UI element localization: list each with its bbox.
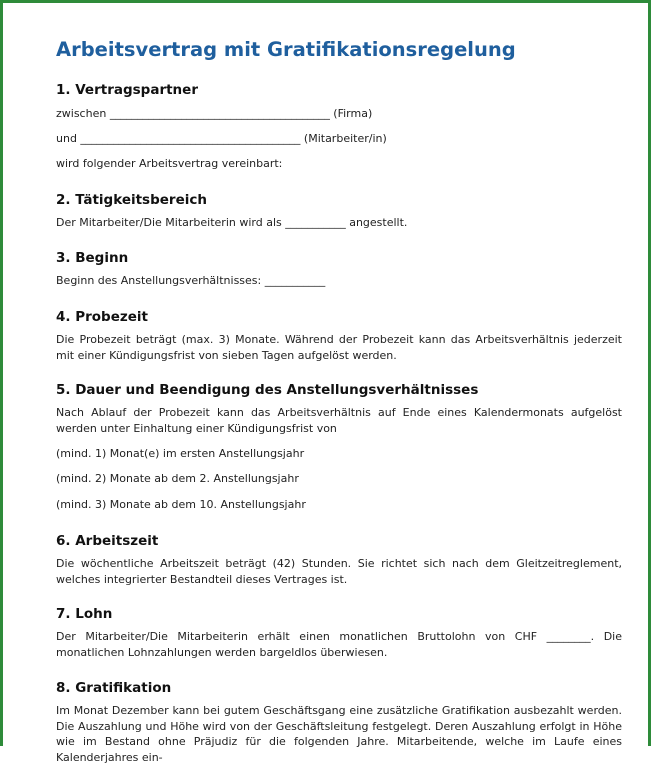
section-vertragspartner	[56, 81, 622, 99]
section-beginn	[56, 249, 622, 267]
party-employee-line: und ________________________________________ (Mitarbeiter/in)	[56, 132, 387, 145]
party-firma-line: zwischen ________________________________________ (Firma)	[56, 107, 373, 120]
section-heading: 7. Lohn	[56, 606, 113, 622]
section-text: Der Mitarbeiter/Die Mitarbeiterin wird als ___________ angestellt.	[56, 216, 408, 229]
notice-item: (mind. 2) Monate ab dem 2. Anstellungsjahr	[56, 472, 299, 485]
section-gratifikation	[56, 679, 622, 697]
section-probezeit	[56, 308, 622, 326]
section-heading: 6. Arbeitszeit	[56, 533, 159, 549]
notice-item: (mind. 1) Monat(e) im ersten Anstellungsjahr	[56, 447, 305, 460]
section-dauer	[56, 381, 622, 399]
section-text: Die wöchentliche Arbeitszeit beträgt (42) Stunden. Sie richtet sich nach dem Gleitzeitreglement, welches integrierter Bestandteil dieses Vertrages ist.	[56, 557, 622, 586]
document-title: Arbeitsvertrag mit Gratifikationsregelung	[56, 38, 516, 61]
section-heading: 4. Probezeit	[56, 309, 148, 325]
section-heading: 1. Vertragspartner	[56, 82, 198, 98]
notice-item: (mind. 3) Monate ab dem 10. Anstellungsjahr	[56, 498, 306, 511]
section-text: Im Monat Dezember kann bei gutem Geschäftsgang eine zusätzliche Gratifikation ausbezahlt werden. Die Auszahlung und Höhe wird von der Geschäftsleitung festgelegt. Deren Auszahlung erfolgt in Höhe wie im Bestand ohne Präjudiz für die folgenden Jahre. Mitarbeitende, welche im Laufe eines Kalenderjahres ein-	[56, 704, 622, 764]
section-text: Nach Ablauf der Probezeit kann das Arbeitsverhältnis auf Ende eines Kalendermonats aufgelöst werden unter Einhaltung einer Kündigungsfrist von	[56, 406, 622, 435]
section-heading: 8. Gratifikation	[56, 680, 172, 696]
section-heading: 5. Dauer und Beendigung des Anstellungsverhältnisses	[56, 382, 479, 398]
agreement-intro: wird folgender Arbeitsvertrag vereinbart:	[56, 157, 283, 170]
section-text: Die Probezeit beträgt (max. 3) Monate. Während der Probezeit kann das Arbeitsverhältnis jederzeit mit einer Kündigungsfrist von sieben Tagen aufgelöst werden.	[56, 333, 622, 362]
section-heading: 3. Beginn	[56, 250, 129, 266]
section-text: Beginn des Anstellungsverhältnisses: ___________	[56, 274, 326, 287]
section-taetigkeitsbereich	[56, 191, 622, 209]
section-lohn	[56, 605, 622, 623]
section-arbeitszeit	[56, 532, 622, 550]
section-heading: 2. Tätigkeitsbereich	[56, 192, 207, 208]
section-text: Der Mitarbeiter/Die Mitarbeiterin erhält einen monatlichen Bruttolohn von CHF ________. Die monatlichen Lohnzahlungen werden bargeldlos überwiesen.	[56, 630, 622, 659]
